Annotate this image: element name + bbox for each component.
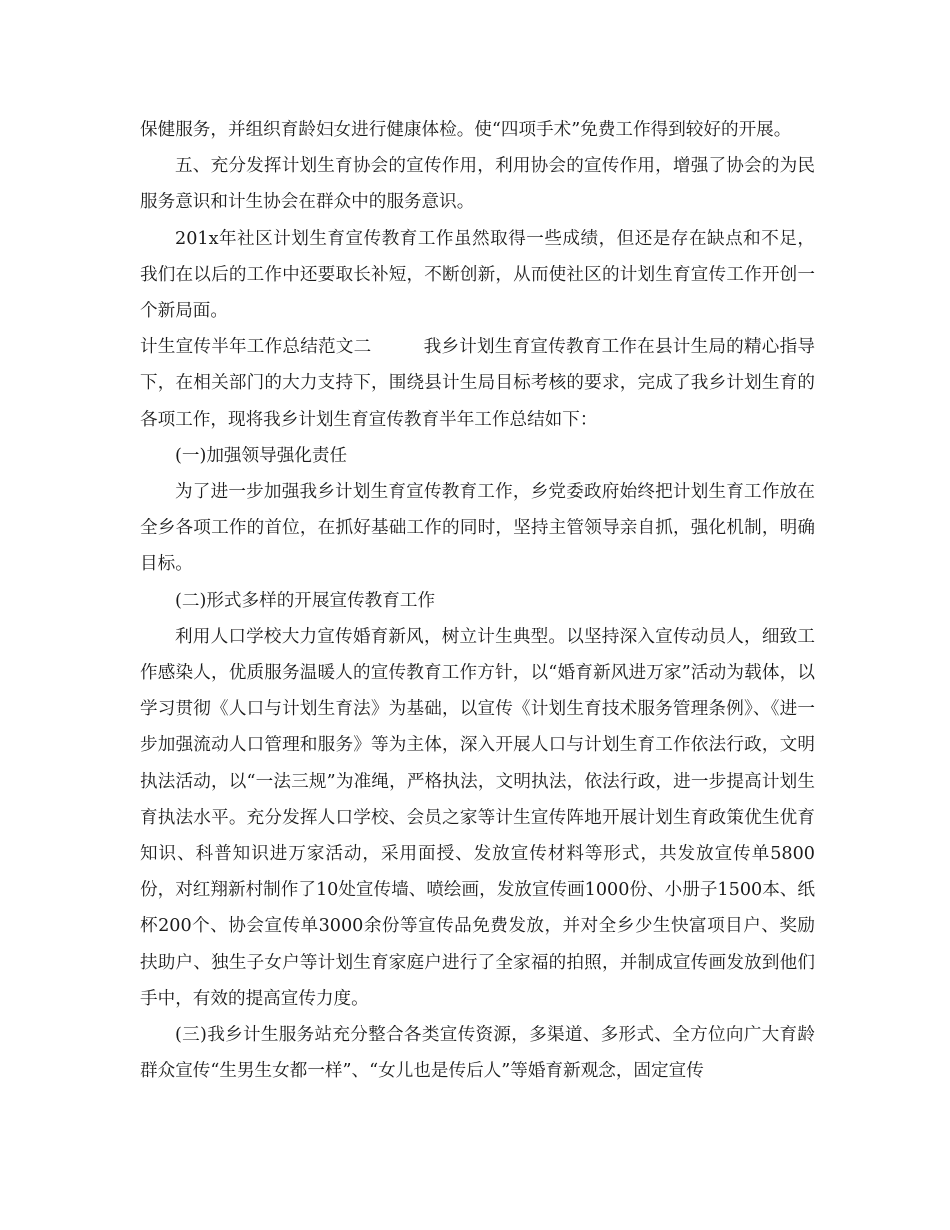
document-page [140, 112, 815, 1089]
paragraph-4 [140, 329, 815, 438]
paragraph-1: 保健服务，并组织育龄妇女进行健康体检。使“四项手术”免费工作得到较好的开展。 [140, 120, 792, 140]
paragraph-6: 为了进一步加强我乡计划生育宣传教育工作，乡党委政府始终把计划生育工作放在全乡各项工作的首位，在抓好基础工作的同时，坚持主管领导亲自抓，强化机制，明确目标。 [140, 482, 815, 575]
subheading-1: (一)加强领导强化责任 [175, 445, 348, 466]
paragraph-3: 201x年社区计划生育宣传教育工作虽然取得一些成绩，但还是存在缺点和不足，我们在以后的工作中还要取长补短，不断创新，从而使社区的计划生育宣传工作开创一个新局面。 [140, 228, 815, 322]
section-title: 计生宣传半年工作总结范文二 [140, 337, 372, 358]
paragraph-8: 利用人口学校大力宣传婚育新风，树立计生典型。以坚持深入宣传动员人，细致工作感染人，优质服务温暖人的宣传教育工作方针，以“婚育新风进万家”活动为载体，以学习贯彻《人口与计划生育法》为基础，以宣传《计划生育技术服务管理条例》、《进一步加强流动人口管理和服务》等为主体，深入开展人口与计划生育工作依法行政，文明执法活动，以“一法三规”为准绳，严格执法，文明执法，依法行政，进一步提高计划生育执法水平。充分发挥人口学校、会员之家等计生宣传阵地开展计划生育政策优生优育知识、科普知识进万家活动，采用面授、发放宣传材料等形式，共发放宣传单5800份，对红翔新村制作了10处宣传墙、喷绘画，发放宣传画1000份、小册子1500本、纸杯200个、协会宣传单3000余份等宣传品免费发放，并对全乡少生快富项目户、奖励扶助户、独生子女户等计划生育家庭户进行了全家福的拍照，并制成宣传画发放到他们手中，有效的提高宣传力度。 [140, 626, 815, 1009]
paragraph-9: (三)我乡计生服务站充分整合各类宣传资源，多渠道、多形式、全方位向广大育龄群众宣传“生男生女都一样”、“女儿也是传后人”等婚育新观念，固定宣传 [140, 1025, 815, 1082]
subheading-2: (二)形式多样的开展宣传教育工作 [175, 590, 436, 611]
section-intro: 我乡计划生育宣传教育工作在县计生局的精心指导下，在相关部门的大力支持下，围绕县计生局目标考核的要求，完成了我乡计划生育的各项工作，现将我乡计划生育宣传教育半年工作总结如下： [140, 337, 815, 430]
paragraph-2: 五、充分发挥计划生育协会的宣传作用，利用协会的宣传作用，增强了协会的为民服务意识和计生协会在群众中的服务意识。 [140, 156, 815, 213]
